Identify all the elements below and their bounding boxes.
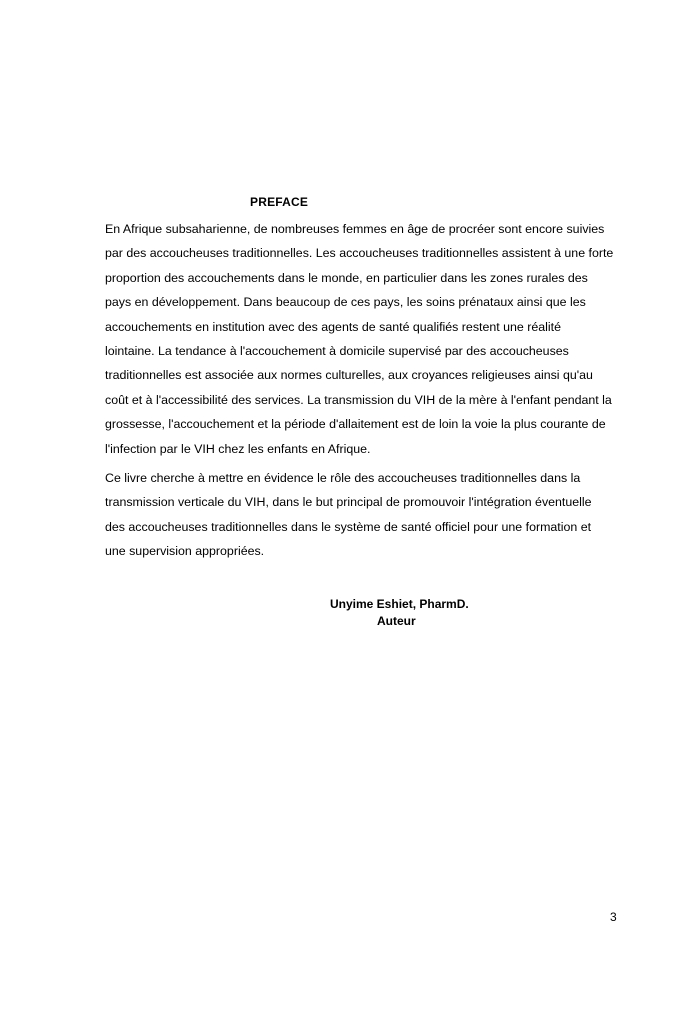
page-number: 3 (610, 910, 617, 924)
paragraph-line: par des accoucheuses traditionnelles. Les accoucheuses traditionnelles assistent à une forte (105, 246, 614, 261)
author-name: Unyime Eshiet, PharmD. (330, 597, 469, 611)
paragraph-line: pays en développement. Dans beaucoup de ces pays, les soins prénataux ainsi que les (105, 295, 586, 310)
paragraph-line: des accoucheuses traditionnelles dans le système de santé officiel pour une formation et (105, 519, 592, 534)
preface-paragraph-1 (105, 217, 625, 461)
paragraph-line: accouchements en institution avec des agents de santé qualifiés restent une réalité (105, 319, 561, 334)
author-role: Auteur (377, 614, 416, 628)
paragraph-line: En Afrique subsaharienne, de nombreuses femmes en âge de procréer sont encore suivies (105, 222, 605, 236)
preface-paragraph-2 (105, 466, 625, 564)
paragraph-line: lointaine. La tendance à l'accouchement à domicile supervisé par des accoucheuses (105, 344, 569, 359)
paragraph-line: proportion des accouchements dans le monde, en particulier dans les zones rurales des (105, 270, 588, 285)
page-title: PREFACE (250, 195, 309, 209)
paragraph-line: traditionnelles est associée aux normes culturelles, aux croyances religieuses ainsi qu'au (105, 368, 593, 383)
paragraph-line: coût et à l'accessibilité des services. La transmission du VIH de la mère à l'enfant pendant la (105, 392, 612, 407)
paragraph-line: une supervision appropriées. (105, 544, 265, 559)
paragraph-line: Ce livre cherche à mettre en évidence le rôle des accoucheuses traditionnelles dans la (105, 471, 581, 485)
paragraph-line: transmission verticale du VIH, dans le but principal de promouvoir l'intégration éventuelle (105, 495, 592, 510)
paragraph-line: grossesse, l'accouchement et la période d'allaitement est de loin la voie la plus courante de (105, 417, 606, 432)
paragraph-line: l'infection par le VIH chez les enfants en Afrique. (105, 441, 371, 456)
